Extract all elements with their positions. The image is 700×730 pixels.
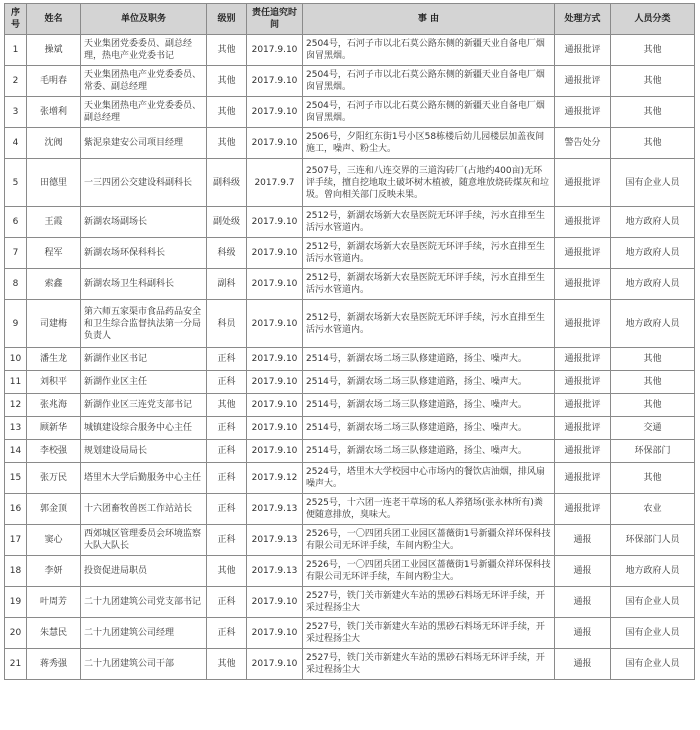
- cell-unit-position: 新湖作业区三连党支部书记: [81, 394, 207, 417]
- cell-reason: 2512号，新湖农场新大农垦医院无环评手续，污水直排至生活污水管道内。: [303, 300, 555, 348]
- cell-index: 19: [5, 587, 27, 618]
- cell-name: 顾新华: [27, 417, 81, 440]
- cell-date: 2017.9.10: [247, 394, 303, 417]
- cell-date: 2017.9.13: [247, 494, 303, 525]
- cell-level: 科级: [207, 238, 247, 269]
- cell-action: 通报: [555, 618, 611, 649]
- cell-action: 通报: [555, 649, 611, 680]
- cell-action: 通报批评: [555, 97, 611, 128]
- cell-action: 通报批评: [555, 371, 611, 394]
- cell-reason: 2507号，三连和八连交界的三道沟砖厂(占地约400亩)无环评手续，擅自挖地取土破坏树木植被，随意堆放烧砖煤灰和垃圾。曾向相关部门反映未果。: [303, 159, 555, 207]
- table-row: [5, 371, 695, 394]
- cell-date: 2017.9.7: [247, 159, 303, 207]
- cell-name: 张增利: [27, 97, 81, 128]
- cell-reason: 2512号，新湖农场新大农垦医院无环评手续，污水直排至生活污水管道内。: [303, 269, 555, 300]
- cell-category: 环保部门人员: [611, 525, 695, 556]
- cell-date: 2017.9.10: [247, 618, 303, 649]
- table-row: [5, 269, 695, 300]
- cell-name: 操斌: [27, 35, 81, 66]
- cell-unit-position: 规划建设局局长: [81, 440, 207, 463]
- cell-unit-position: 紫泥泉建安公司项目经理: [81, 128, 207, 159]
- cell-unit-position: 二十九团建筑公司干部: [81, 649, 207, 680]
- cell-index: 6: [5, 207, 27, 238]
- cell-index: 14: [5, 440, 27, 463]
- cell-name: 刘积平: [27, 371, 81, 394]
- cell-index: 10: [5, 348, 27, 371]
- cell-category: 国有企业人员: [611, 649, 695, 680]
- cell-action: 通报批评: [555, 66, 611, 97]
- cell-index: 8: [5, 269, 27, 300]
- cell-unit-position: 新湖作业区书记: [81, 348, 207, 371]
- table-row: [5, 417, 695, 440]
- cell-level: 其他: [207, 35, 247, 66]
- cell-unit-position: 十六团畜牧兽医工作站站长: [81, 494, 207, 525]
- cell-category: 国有企业人员: [611, 618, 695, 649]
- cell-action: 通报批评: [555, 159, 611, 207]
- cell-reason: 2527号，铁门关市新建火车站的黑砂石料场无环评手续，开采过程扬尘大: [303, 649, 555, 680]
- cell-date: 2017.9.10: [247, 440, 303, 463]
- cell-name: 李校强: [27, 440, 81, 463]
- cell-reason: 2514号，新湖农场二场三队修建道路，扬尘、噪声大。: [303, 440, 555, 463]
- cell-action: 通报批评: [555, 463, 611, 494]
- cell-reason: 2526号，一〇四团兵团工业园区蔷薇街1号新疆众祥环保科技有限公司无环评手续，车间内粉尘大。: [303, 525, 555, 556]
- cell-unit-position: 二十九团建筑公司党支部书记: [81, 587, 207, 618]
- cell-index: 15: [5, 463, 27, 494]
- cell-category: 地方政府人员: [611, 269, 695, 300]
- cell-date: 2017.9.13: [247, 556, 303, 587]
- header-action: 处理方式: [555, 4, 611, 35]
- cell-date: 2017.9.13: [247, 525, 303, 556]
- cell-level: 其他: [207, 128, 247, 159]
- cell-name: 蒋秀强: [27, 649, 81, 680]
- cell-level: 副科: [207, 269, 247, 300]
- cell-reason: 2504号，石河子市以北石莫公路东侧的新疆天业自备电厂烟囱冒黑烟。: [303, 35, 555, 66]
- cell-date: 2017.9.10: [247, 417, 303, 440]
- cell-category: 其他: [611, 463, 695, 494]
- cell-level: 科员: [207, 300, 247, 348]
- cell-action: 警告处分: [555, 128, 611, 159]
- cell-index: 7: [5, 238, 27, 269]
- cell-category: 其他: [611, 394, 695, 417]
- cell-date: 2017.9.10: [247, 207, 303, 238]
- cell-name: 程军: [27, 238, 81, 269]
- cell-level: 副处级: [207, 207, 247, 238]
- cell-level: 正科: [207, 587, 247, 618]
- header-category: 人员分类: [611, 4, 695, 35]
- cell-name: 沈阀: [27, 128, 81, 159]
- cell-level: 正科: [207, 494, 247, 525]
- cell-level: 其他: [207, 649, 247, 680]
- cell-category: 其他: [611, 97, 695, 128]
- cell-reason: 2514号，新湖农场二场三队修建道路，扬尘、噪声大。: [303, 394, 555, 417]
- cell-index: 11: [5, 371, 27, 394]
- cell-index: 17: [5, 525, 27, 556]
- cell-category: 地方政府人员: [611, 238, 695, 269]
- header-date: 责任追究时间: [247, 4, 303, 35]
- cell-date: 2017.9.10: [247, 238, 303, 269]
- cell-unit-position: 塔里木大学后勤服务中心主任: [81, 463, 207, 494]
- cell-action: 通报批评: [555, 348, 611, 371]
- cell-index: 18: [5, 556, 27, 587]
- cell-index: 16: [5, 494, 27, 525]
- cell-date: 2017.9.10: [247, 128, 303, 159]
- cell-date: 2017.9.10: [247, 649, 303, 680]
- cell-name: 潘生龙: [27, 348, 81, 371]
- cell-reason: 2514号，新湖农场二场三队修建道路，扬尘、噪声大。: [303, 417, 555, 440]
- cell-name: 李妍: [27, 556, 81, 587]
- cell-level: 正科: [207, 463, 247, 494]
- cell-name: 田德里: [27, 159, 81, 207]
- cell-unit-position: 西郊城区管理委员会环境监察大队大队长: [81, 525, 207, 556]
- cell-date: 2017.9.10: [247, 35, 303, 66]
- cell-unit-position: 新湖农场卫生科副科长: [81, 269, 207, 300]
- cell-index: 2: [5, 66, 27, 97]
- cell-reason: 2504号，石河子市以北石莫公路东侧的新疆天业自备电厂烟囱冒黑烟。: [303, 97, 555, 128]
- cell-level: 正科: [207, 440, 247, 463]
- cell-category: 国有企业人员: [611, 159, 695, 207]
- accountability-table: [4, 3, 695, 680]
- cell-action: 通报: [555, 587, 611, 618]
- cell-action: 通报批评: [555, 238, 611, 269]
- table-row: [5, 238, 695, 269]
- cell-reason: 2506号，夕阳红东街1号小区58栋楼后幼儿园楼层加盖夜间施工，噪声、粉尘大。: [303, 128, 555, 159]
- cell-index: 20: [5, 618, 27, 649]
- cell-action: 通报批评: [555, 300, 611, 348]
- cell-reason: 2512号，新湖农场新大农垦医院无环评手续，污水直排至生活污水管道内。: [303, 238, 555, 269]
- header-level: 级别: [207, 4, 247, 35]
- cell-name: 司建梅: [27, 300, 81, 348]
- cell-action: 通报批评: [555, 35, 611, 66]
- cell-date: 2017.9.12: [247, 463, 303, 494]
- cell-index: 12: [5, 394, 27, 417]
- cell-category: 其他: [611, 35, 695, 66]
- table-row: [5, 649, 695, 680]
- cell-reason: 2512号，新湖农场新大农垦医院无环评手续，污水直排至生活污水管道内。: [303, 207, 555, 238]
- cell-level: 副科级: [207, 159, 247, 207]
- cell-level: 正科: [207, 618, 247, 649]
- cell-unit-position: 天业集团热电产业党委委员、副总经理: [81, 97, 207, 128]
- cell-action: 通报批评: [555, 494, 611, 525]
- table-row: [5, 300, 695, 348]
- cell-category: 其他: [611, 348, 695, 371]
- cell-category: 地方政府人员: [611, 300, 695, 348]
- table-row: [5, 128, 695, 159]
- cell-level: 其他: [207, 394, 247, 417]
- table-row: [5, 159, 695, 207]
- cell-name: 郭金顶: [27, 494, 81, 525]
- table-row: [5, 587, 695, 618]
- cell-index: 13: [5, 417, 27, 440]
- table-row: [5, 66, 695, 97]
- cell-unit-position: 新湖农场环保科科长: [81, 238, 207, 269]
- document: [4, 3, 695, 680]
- cell-date: 2017.9.10: [247, 348, 303, 371]
- cell-unit-position: 天业集团党委委员、副总经理，热电产业党委书记: [81, 35, 207, 66]
- table-row: [5, 35, 695, 66]
- header-name: 姓名: [27, 4, 81, 35]
- cell-category: 环保部门: [611, 440, 695, 463]
- cell-reason: 2527号，铁门关市新建火车站的黑砂石料场无环评手续，开采过程扬尘大: [303, 618, 555, 649]
- cell-action: 通报批评: [555, 269, 611, 300]
- cell-date: 2017.9.10: [247, 97, 303, 128]
- cell-name: 索鑫: [27, 269, 81, 300]
- cell-unit-position: 城镇建设综合服务中心主任: [81, 417, 207, 440]
- cell-unit-position: 新湖农场副场长: [81, 207, 207, 238]
- cell-name: 王霞: [27, 207, 81, 238]
- cell-action: 通报: [555, 556, 611, 587]
- cell-date: 2017.9.10: [247, 66, 303, 97]
- cell-index: 3: [5, 97, 27, 128]
- cell-reason: 2514号，新湖农场二场三队修建道路，扬尘、噪声大。: [303, 348, 555, 371]
- cell-index: 5: [5, 159, 27, 207]
- cell-category: 其他: [611, 371, 695, 394]
- cell-name: 窦心: [27, 525, 81, 556]
- cell-reason: 2524号，塔里木大学校园中心市场内的餐饮店油烟，排风扇噪声大。: [303, 463, 555, 494]
- table-row: [5, 440, 695, 463]
- cell-category: 其他: [611, 66, 695, 97]
- cell-category: 农业: [611, 494, 695, 525]
- cell-date: 2017.9.10: [247, 269, 303, 300]
- table-header-row: [5, 4, 695, 35]
- cell-index: 4: [5, 128, 27, 159]
- cell-level: 正科: [207, 417, 247, 440]
- cell-date: 2017.9.10: [247, 300, 303, 348]
- cell-level: 其他: [207, 556, 247, 587]
- cell-name: 张万民: [27, 463, 81, 494]
- table-row: [5, 556, 695, 587]
- cell-reason: 2526号，一〇四团兵团工业园区蔷薇街1号新疆众祥环保科技有限公司无环评手续，车间内粉尘大。: [303, 556, 555, 587]
- cell-category: 地方政府人员: [611, 207, 695, 238]
- cell-action: 通报批评: [555, 417, 611, 440]
- cell-index: 21: [5, 649, 27, 680]
- cell-unit-position: 二十九团建筑公司经理: [81, 618, 207, 649]
- cell-level: 其他: [207, 97, 247, 128]
- table-body: [5, 35, 695, 680]
- table-row: [5, 525, 695, 556]
- cell-unit-position: 新湖作业区主任: [81, 371, 207, 394]
- header-reason: 事 由: [303, 4, 555, 35]
- cell-action: 通报批评: [555, 207, 611, 238]
- header-index: 序号: [5, 4, 27, 35]
- cell-action: 通报: [555, 525, 611, 556]
- cell-category: 其他: [611, 128, 695, 159]
- cell-action: 通报批评: [555, 394, 611, 417]
- cell-reason: 2504号，石河子市以北石莫公路东侧的新疆天业自备电厂烟囱冒黑烟。: [303, 66, 555, 97]
- cell-name: 毛明春: [27, 66, 81, 97]
- cell-unit-position: 投资促进局职员: [81, 556, 207, 587]
- cell-category: 国有企业人员: [611, 587, 695, 618]
- cell-reason: 2525号，十六团一连老干草场的私人养猪场(张永林所有)粪便随意排放，臭味大。: [303, 494, 555, 525]
- cell-unit-position: 第六师五家渠市食品药品安全和卫生综合监督执法第一分局负责人: [81, 300, 207, 348]
- cell-index: 1: [5, 35, 27, 66]
- table-row: [5, 207, 695, 238]
- cell-name: 张兆海: [27, 394, 81, 417]
- table-row: [5, 394, 695, 417]
- cell-reason: 2514号，新湖农场二场三队修建道路，扬尘、噪声大。: [303, 371, 555, 394]
- cell-level: 其他: [207, 66, 247, 97]
- cell-unit-position: 天业集团热电产业党委委员、常委、副总经理: [81, 66, 207, 97]
- cell-level: 正科: [207, 525, 247, 556]
- table-row: [5, 618, 695, 649]
- cell-level: 正科: [207, 371, 247, 394]
- cell-index: 9: [5, 300, 27, 348]
- table-row: [5, 97, 695, 128]
- table-row: [5, 463, 695, 494]
- cell-unit-position: 一三四团公交建设科副科长: [81, 159, 207, 207]
- cell-date: 2017.9.10: [247, 587, 303, 618]
- cell-category: 交通: [611, 417, 695, 440]
- table-row: [5, 348, 695, 371]
- table-row: [5, 494, 695, 525]
- cell-name: 朱慧民: [27, 618, 81, 649]
- cell-level: 正科: [207, 348, 247, 371]
- cell-date: 2017.9.10: [247, 371, 303, 394]
- cell-category: 地方政府人员: [611, 556, 695, 587]
- cell-action: 通报批评: [555, 440, 611, 463]
- header-unit-position: 单位及职务: [81, 4, 207, 35]
- cell-name: 叶周芳: [27, 587, 81, 618]
- cell-reason: 2527号，铁门关市新建火车站的黑砂石料场无环评手续，开采过程扬尘大: [303, 587, 555, 618]
